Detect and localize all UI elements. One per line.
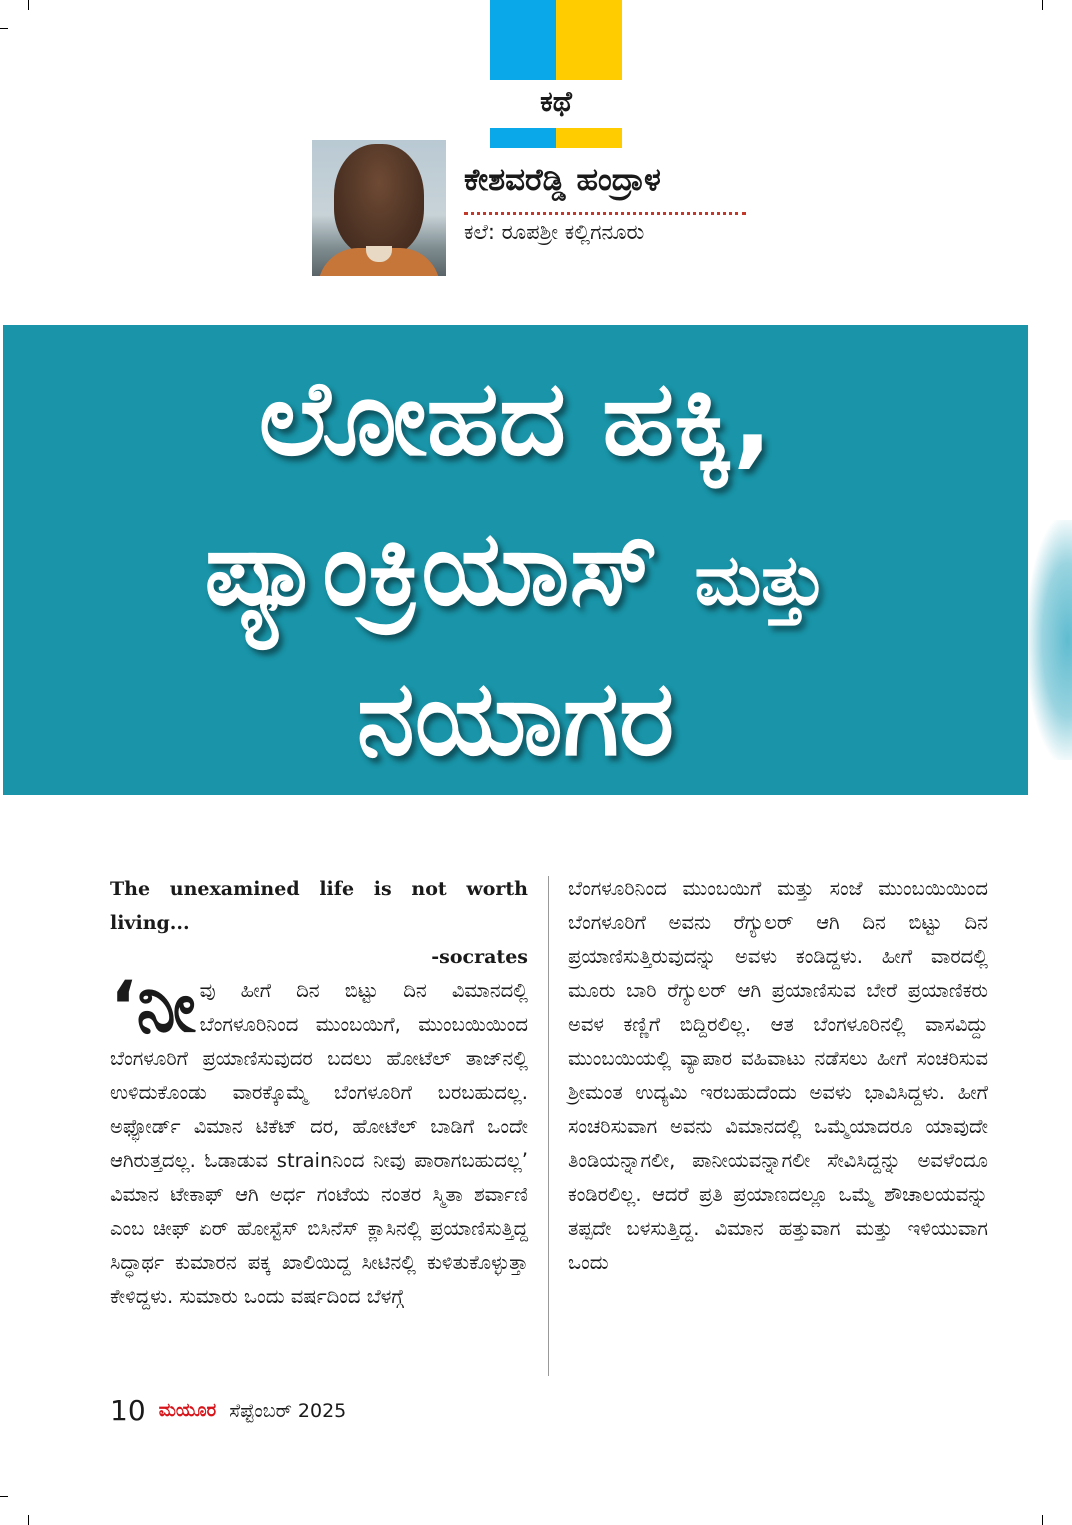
author-dotted-rule xyxy=(464,212,746,215)
crop-mark-left-bottom xyxy=(0,1496,8,1497)
column-1-text: ವು ಹೀಗೆ ದಿನ ಬಿಟ್ಟು ದಿನ ವಿಮಾನದಲ್ಲಿ ಬೆಂಗಳೂರಿನಿಂದ ಮುಂಬಯಿಗೆ, ಮುಂಬಯಿಯಿಂದ ಬೆಂಗಳೂರಿಗೆ ಪ್ರಯಾಣಿಸುವುದರ ಬದಲು ಹೋಟೆಲ್ ತಾಜ್‌ನಲ್ಲಿ ಉಳಿದುಕೊಂಡು ವಾರಕ್ಕೊಮ್ಮೆ ಬೆಂಗಳೂರಿಗೆ ಬರಬಹುದಲ್ಲ. ಅಫ್ಫೋರ್ಡ್ ವಿಮಾನ ಟಿಕೆಟ್ ದರ, ಹೋಟೆಲ್ ಬಾಡಿಗೆ ಒಂದೇ ಆಗಿರುತ್ತದಲ್ಲ. ಓಡಾಡುವ strainನಿಂದ ನೀವು ಪಾರಾಗಬಹುದಲ್ಲ’ ವಿಮಾನ ಟೇಕಾಫ್ ಆಗಿ ಅರ್ಧ ಗಂಟೆಯ ನಂತರ ಸ್ಮಿತಾ ಶರ್ವಾಣಿ ಎಂಬ ಚೀಫ್ ಏರ್ ಹೋಸ್ಟೆಸ್ ಬಿಸಿನೆಸ್ ಕ್ಲಾಸಿನಲ್ಲಿ ಪ್ರಯಾಣಿಸುತ್ತಿದ್ದ ಸಿದ್ಧಾರ್ಥ ಕುಮಾರನ ಪಕ್ಕ ಖಾಲಿಯಿದ್ದ ಸೀಟಿನಲ್ಲಿ ಕುಳಿತುಕೊಳ್ಳುತ್ತಾ ಕೇಳಿದ್ದಳು. ಸುಮಾರು ಒಂದು ವರ್ಷದಿಂದ ಬೆಳಗ್ಗೆ xyxy=(110,979,528,1308)
article-column-1 xyxy=(110,872,528,1314)
drop-cap: ‘ನೀ xyxy=(110,966,196,1048)
illustration-credit: ಕಲೆ: ರೂಪಶ್ರೀ ಕಲ್ಲಿಗನೂರು xyxy=(464,220,645,244)
crop-mark-left-top xyxy=(0,28,8,29)
column-2-text: ಬೆಂಗಳೂರಿನಿಂದ ಮುಂಬಯಿಗೆ ಮತ್ತು ಸಂಜೆ ಮುಂಬಯಿಯಿಂದ ಬೆಂಗಳೂರಿಗೆ ಅವನು ರೆಗ್ಯುಲರ್ ಆಗಿ ದಿನ ಬಿಟ್ಟು ದಿನ ಪ್ರಯಾಣಿಸುತ್ತಿರುವುದನ್ನು ಅವಳು ಕಂಡಿದ್ದಳು. ಹೀಗೆ ವಾರದಲ್ಲಿ ಮೂರು ಬಾರಿ ರೆಗ್ಯುಲರ್ ಆಗಿ ಪ್ರಯಾಣಿಸುವ ಬೇರೆ ಪ್ರಯಾಣಿಕರು ಅವಳ ಕಣ್ಣಿಗೆ ಬಿದ್ದಿರಲಿಲ್ಲ. ಆತ ಬೆಂಗಳೂರಿನಲ್ಲಿ ವಾಸವಿದ್ದು ಮುಂಬಯಿಯಲ್ಲಿ ವ್ಯಾಪಾರ ವಹಿವಾಟು ನಡೆಸಲು ಹೀಗೆ ಸಂಚರಿಸುವ ಶ್ರೀಮಂತ ಉದ್ಯಮಿ ಇರಬಹುದೆಂದು ಅವಳು ಭಾವಿಸಿದ್ದಳು. ಹೀಗೆ ಸಂಚರಿಸುವಾಗ ಅವನು ವಿಮಾನದಲ್ಲಿ ಒಮ್ಮೆಯಾದರೂ ಯಾವುದೇ ತಿಂಡಿಯನ್ನಾಗಲೀ, ಪಾನೀಯವನ್ನಾಗಲೀ ಸೇವಿಸಿದ್ದನ್ನು ಅವಳೆಂದೂ ಕಂಡಿರಲಿಲ್ಲ. ಆದರೆ ಪ್ರತಿ ಪ್ರಯಾಣದಲ್ಲೂ ಒಮ್ಮೆ ಶೌಚಾಲಯವನ್ನು ತಪ್ಪದೇ ಬಳಸುತ್ತಿದ್ದ. ವಿಮಾನ ಹತ್ತುವಾಗ ಮತ್ತು ಇಳಿಯುವಾಗ ಒಂದು xyxy=(568,877,988,1274)
epigraph-author: -socrates xyxy=(431,946,528,968)
crop-mark-bottom-left xyxy=(28,1515,29,1525)
author-name: ಕೇಶವರೆಡ್ಡಿ ಹಂದ್ರಾಳ xyxy=(464,162,661,198)
author-photo-head xyxy=(334,144,424,256)
magazine-name: ಮಯೂರ xyxy=(158,1400,217,1421)
section-color-block-blue xyxy=(490,0,556,80)
headline-line-2-small: ಮತ್ತು xyxy=(694,539,827,621)
section-color-bar-blue xyxy=(490,128,556,148)
issue-date: ಸೆಪ್ಟೆಂಬರ್ 2025 xyxy=(229,1399,347,1422)
section-color-block-yellow xyxy=(556,0,622,80)
page-number: 10 xyxy=(110,1394,146,1427)
crop-mark-top-right xyxy=(1042,0,1043,10)
article-column-2 xyxy=(568,872,988,1280)
section-color-bar-yellow xyxy=(556,128,622,148)
brush-stroke-decoration xyxy=(1028,520,1072,760)
section-label: ಕಥೆ xyxy=(540,85,572,118)
crop-mark-bottom-right xyxy=(1042,1515,1043,1525)
page-footer xyxy=(110,1394,346,1427)
author-photo xyxy=(312,140,446,276)
headline-banner xyxy=(3,325,1028,795)
crop-mark-top-left xyxy=(28,0,29,10)
headline-line-2-main: ಪ್ಯಾಂಕ್ರಿಯಾಸ್ xyxy=(204,507,659,629)
headline-line-1: ಲೋಹದ ಹಕ್ಕಿ, xyxy=(258,357,773,479)
headline-line-3: ನಯಾಗರ xyxy=(356,657,675,779)
headline-line-2 xyxy=(3,503,1028,645)
column-divider xyxy=(548,876,549,1376)
epigraph-quote: The unexamined life is not worth living... xyxy=(110,878,528,934)
